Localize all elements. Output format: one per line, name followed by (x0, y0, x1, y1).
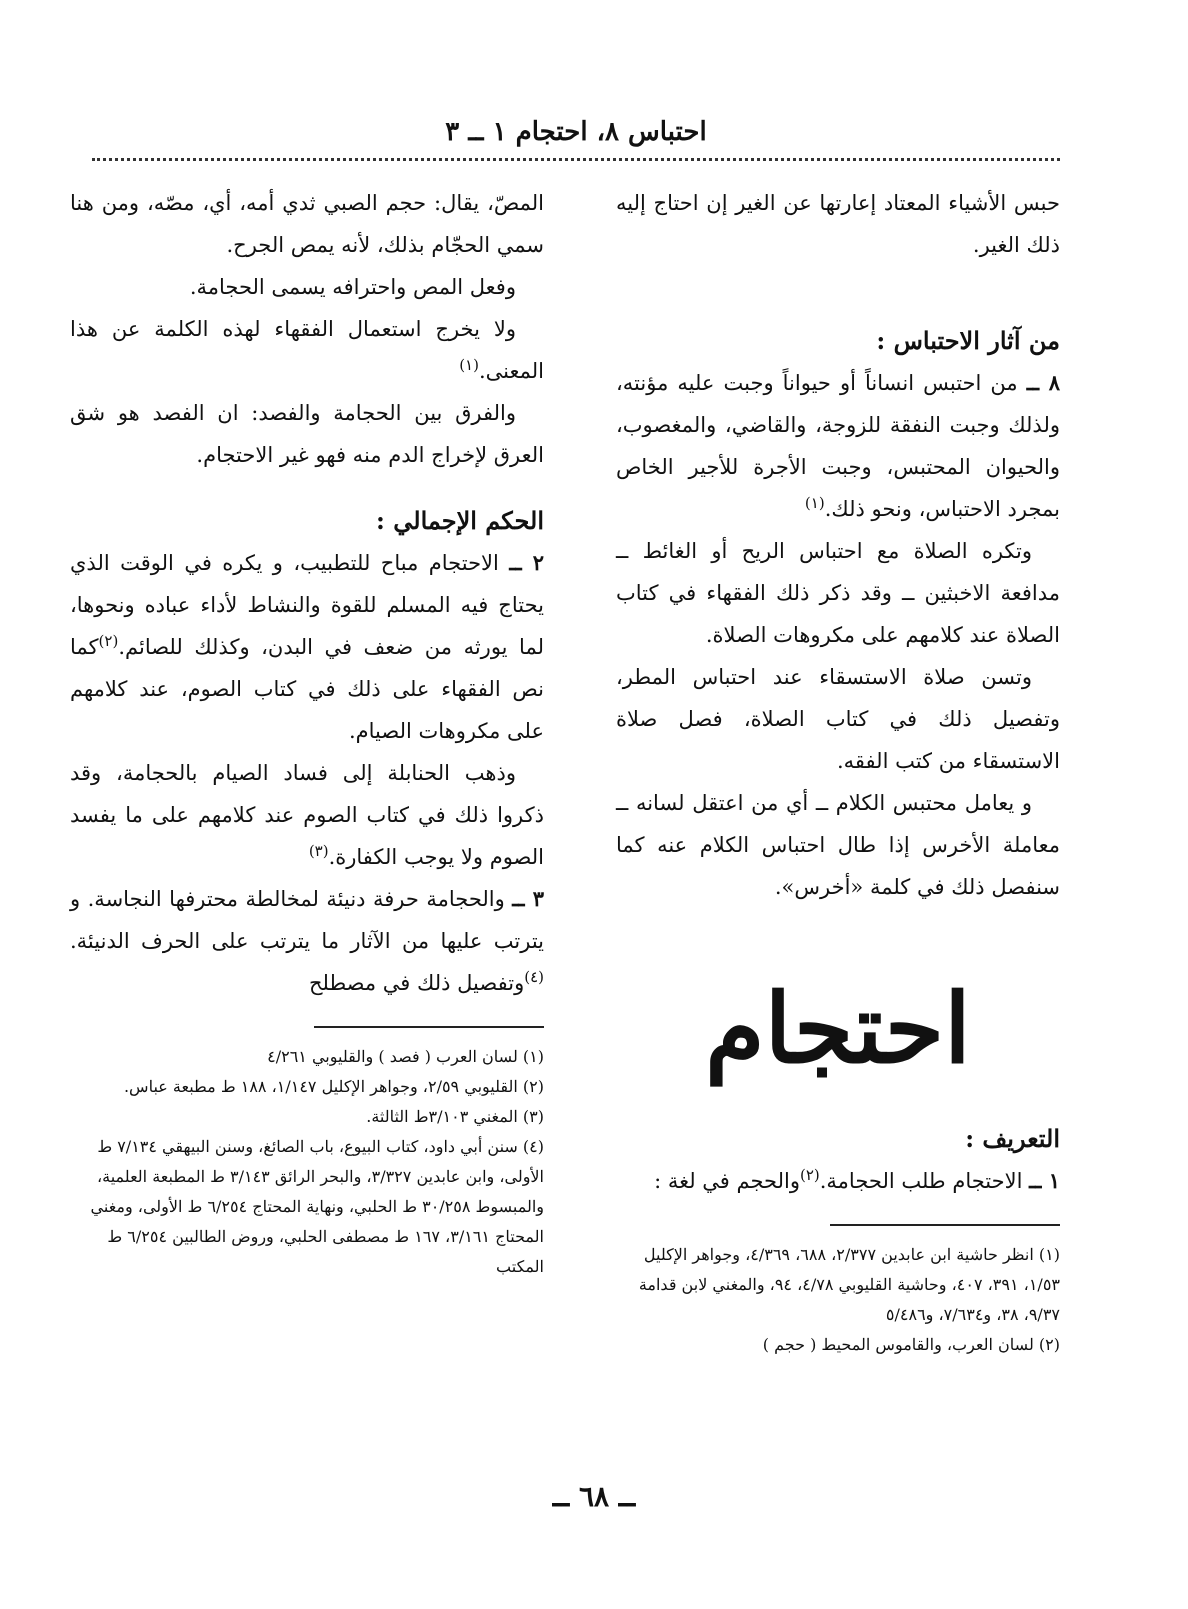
footnote-divider (830, 1224, 1060, 1226)
paragraph-istisqa: وتسن صلاة الاستسقاء عند احتباس المطر، وتفصيل ذلك في كتاب الصلاة، فصل صلاة الاستسقاء من كتب الفقه. (616, 665, 1060, 773)
footnote: (٤) سنن أبي داود، كتاب البيوع، باب الصائغ، وسنن البيهقي ٧/١٣٤ ط الأولى، وابن عابدين ٣/٣٢٧، والبحر الرائق ٣/١٤٣ ط المطبعة العلمية، والمبسوط ٣٠/٢٥٨ ط الحلبي، ونهاية المحتاج ٦/٢٥٤ ط الأولى، ومغني المحتاج ٣/١٦١، ١٦٧ ط مصطفى الحلبي، وروض الطالبين ٦/٢٥٤ ط المكتب (90, 1137, 544, 1276)
paragraph-number: ٣ ــ (512, 886, 544, 911)
paragraph-number: ٢ ــ (509, 550, 544, 575)
right-column (616, 182, 1060, 1442)
footnote-ref: (٢) (98, 632, 119, 650)
paragraph-salah: وتكره الصلاة مع احتباس الريح أو الغائط ــ مدافعة الاخبثين ــ وقد ذكر ذلك الفقهاء في كتاب الصلاة عند كلامهم على مكروهات الصلاة. (616, 539, 1060, 647)
paragraph-2 (70, 542, 544, 752)
footnote-divider (314, 1026, 544, 1028)
paragraph-text: الاحتجام طلب الحجامة. (819, 1169, 1023, 1193)
heading-tarif: التعريف : (965, 1124, 1060, 1153)
footnote: (٢) لسان العرب، والقاموس المحيط ( حجم ) (762, 1335, 1060, 1354)
footnote: (١) انظر حاشية ابن عابدين ٢/٣٧٧، ٦٨٨، ٤/٣٦٩، وجواهر الإكليل ١/٥٣، ٣٩١، ٤٠٧، وحاشية القليوبي ٤/٧٨، ٩٤، والمغني لابن قدامة ٩/٣٧، ٣٨، و٧/٦٣٤، و٥/٤٨٦ (638, 1245, 1060, 1324)
paragraph-la (70, 308, 544, 392)
paragraph-number: ٨ ــ (1026, 370, 1060, 395)
paragraph-number: ١ ــ (1029, 1168, 1060, 1193)
paragraph-text: وذهب الحنابلة إلى فساد الصيام بالحجامة، وقد ذكروا ذلك في كتاب الصوم عند كلامهم على ما يفسد الصوم ولا يوجب الكفارة. (70, 761, 544, 869)
header-divider (92, 158, 1060, 161)
paragraph-text: الاحتجام مباح للتطبيب، و يكره في الوقت الذي يحتاج فيه المسلم للقوة والنشاط لأداء عباده ونحوها، لما يورثه من ضعف في البدن، وكذلك للصائم. (70, 551, 544, 659)
footnote-ref: (٣) (308, 842, 329, 860)
paragraph-text: والحجامة حرفة دنيئة لمخالطة محترفها النجاسة. و يترتب عليها من الآثار ما يترتب على الحرف الدنيئة. (70, 887, 544, 953)
footnote-ref: (١) (459, 356, 479, 374)
footnote-ref: (١) (804, 494, 825, 512)
footnote-ref: (٤) (524, 968, 544, 986)
paragraph-tail: وتفصيل ذلك في مصطلح (308, 971, 525, 995)
paragraph-text: من احتبس انساناً أو حيواناً وجبت عليه مؤنته، ولذلك وجبت النفقة للزوجة، والقاضي، والمغصوب، والحيوان المحتبس، وجبت الأجرة للأجير الخاص بمجرد الاحتباس، ونحو ذلك. (616, 371, 1060, 521)
paragraph-8 (616, 362, 1060, 530)
paragraph-hanabila (70, 752, 544, 878)
footnote-ref: (٢) (799, 1166, 820, 1184)
paragraph-fil: وفعل المص واحترافه يسمى الحجامة. (189, 275, 516, 299)
intro-paragraph: حبس الأشياء المعتاد إعارتها عن الغير إن احتاج إليه ذلك الغير. (616, 191, 1060, 257)
heading-hukm: الحكم الإجمالي : (376, 506, 544, 535)
entry-title: احتجام (705, 972, 971, 1085)
paragraph-1 (616, 1160, 1060, 1202)
footnote: (١) لسان العرب ( فصد ) والقليوبي ٤/٢٦١ (267, 1047, 544, 1066)
paragraph-tail: كما نص الفقهاء على ذلك في كتاب الصوم، عند كلامهم على مكروهات الصيام. (70, 635, 544, 743)
paragraph-text: ولا يخرج استعمال الفقهاء لهذه الكلمة عن هذا المعنى. (70, 317, 544, 383)
page-header: احتباس ٨، احتجام ١ ــ ٣ (445, 117, 707, 147)
paragraph-tail: والحجم في لغة : (654, 1169, 800, 1193)
footnote: (٢) القليوبي ٢/٥٩، وجواهر الإكليل ١/١٤٧، ١٨٨ ط مطبعة عباس. (123, 1077, 544, 1096)
paragraph-kalam: و يعامل محتبس الكلام ــ أي من اعتقل لسانه ــ معاملة الأخرس إذا طال احتباس الكلام عنه كما سنفصل ذلك في كلمة «أخرس». (616, 791, 1060, 899)
paragraph-3 (70, 878, 544, 1004)
left-column (70, 182, 544, 1442)
page-number: ــ ٦٨ ــ (552, 1480, 636, 1513)
paragraph-mass: المصّ، يقال: حجم الصبي ثدي أمه، أي، مصّه، ومن هنا سمي الحجّام بذلك، لأنه يمص الجرح. (70, 191, 544, 257)
paragraph-farq: والفرق بين الحجامة والفصد: ان الفصد هو شق العرق لإخراج الدم منه فهو غير الاحتجام. (70, 401, 544, 467)
heading-athar: من آثار الاحتباس : (876, 326, 1060, 355)
footnote: (٣) المغني ٣/١٠٣ط الثالثة. (366, 1107, 544, 1126)
